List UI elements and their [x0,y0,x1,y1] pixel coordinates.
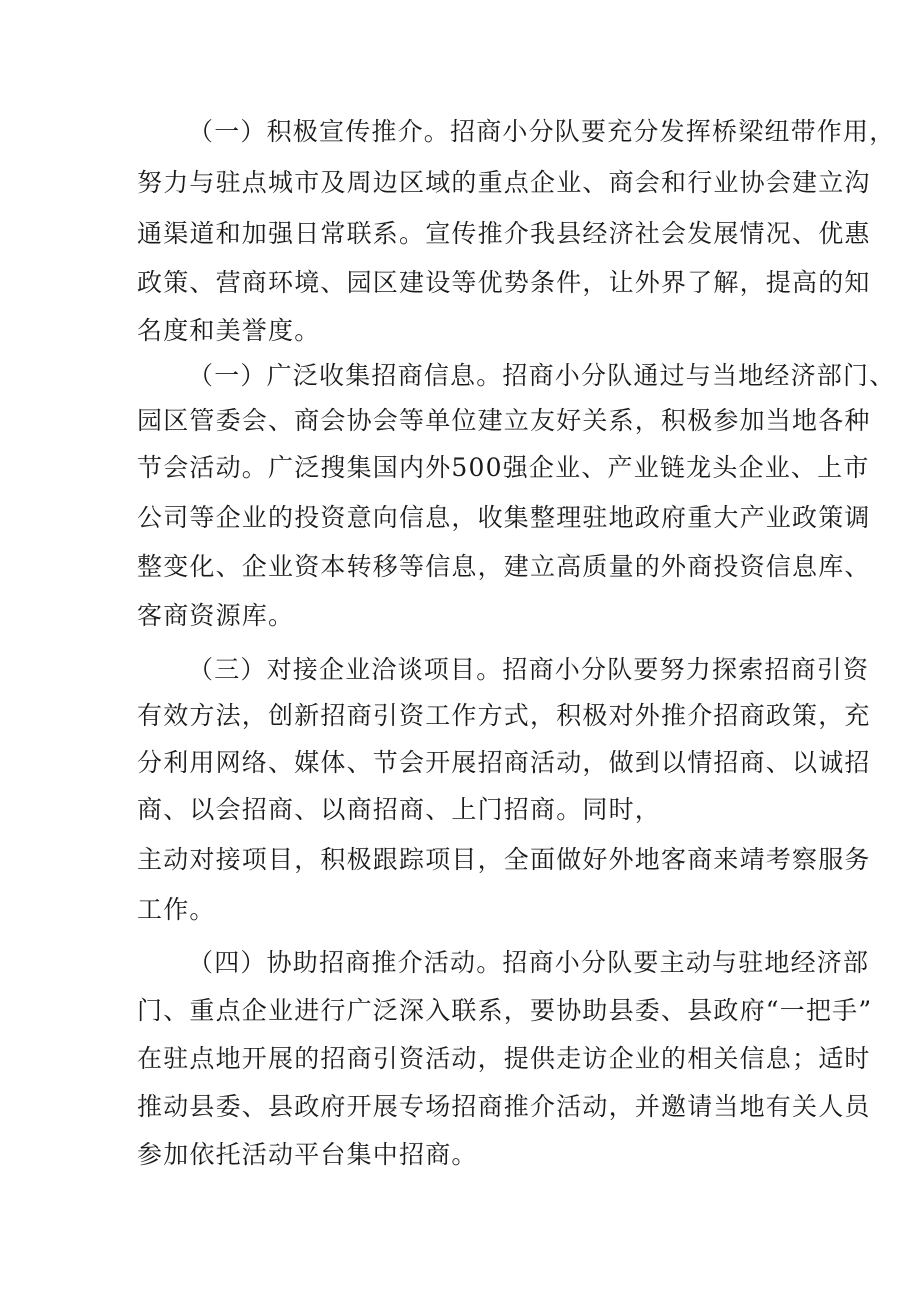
paragraph-3-line-2: 有效方法，创新招商引资工作方式，积极对外推介招商政策，充 [137,701,871,730]
paragraph-1-line-2: 努力与驻点城市及周边区域的重点企业、商会和行业协会建立沟 [137,168,871,197]
paragraph-2-line-2: 园区管委会、商会协会等单位建立友好关系，积极参加当地各种 [137,406,871,435]
paragraph-3-line-3: 分利用网络、媒体、节会开展招商活动，做到以情招商、以诚招 [137,748,871,777]
paragraph-3-line-5: 主动对接项目，积极跟踪项目，全面做好外地客商来靖考察服务 [137,845,871,874]
paragraph-4-line-4: 推动县委、县政府开展专场招商推介活动，并邀请当地有关人员 [137,1092,871,1121]
paragraph-3-line-6: 工作。 [137,895,216,924]
paragraph-4-line-3: 在驻点地开展的招商引资活动，提供走访企业的相关信息；适时 [137,1044,871,1073]
paragraph-2-line-4: 公司等企业的投资意向信息，收集整理驻地政府重大产业政策调 [137,503,871,532]
paragraph-3-line-4: 商、以会招商、以商招商、上门招商。同时， [137,795,662,824]
paragraph-4-line-5: 参加依托活动平台集中招商。 [137,1140,478,1169]
paragraph-1-line-1: （一）积极宣传推介。招商小分队要充分发挥桥梁纽带作用， [188,117,896,146]
paragraph-1-line-3: 通渠道和加强日常联系。宣传推介我县经济社会发展情况、优惠 [137,219,871,248]
paragraph-2-line-6: 客商资源库。 [137,601,295,630]
paragraph-3-line-1: （三）对接企业洽谈项目。招商小分队要努力探索招商引资 [188,655,870,684]
paragraph-2-line-3: 节会活动。广泛搜集国内外500强企业、产业链龙头企业、上市 [137,453,870,482]
paragraph-2-line-1: （一）广泛收集招商信息。招商小分队通过与当地经济部门、 [188,361,896,390]
paragraph-2-line-5: 整变化、企业资本转移等信息，建立高质量的外商投资信息库、 [137,552,871,581]
paragraph-1-line-5: 名度和美誉度。 [137,316,321,345]
paragraph-4-line-1: （四）协助招商推介活动。招商小分队要主动与驻地经济部 [188,948,870,977]
paragraph-1-line-4: 政策、营商环境、园区建设等优势条件，让外界了解，提高的知 [137,268,871,297]
paragraph-4-line-2: 门、重点企业进行广泛深入联系，要协助县委、县政府“一把手” [137,996,873,1025]
